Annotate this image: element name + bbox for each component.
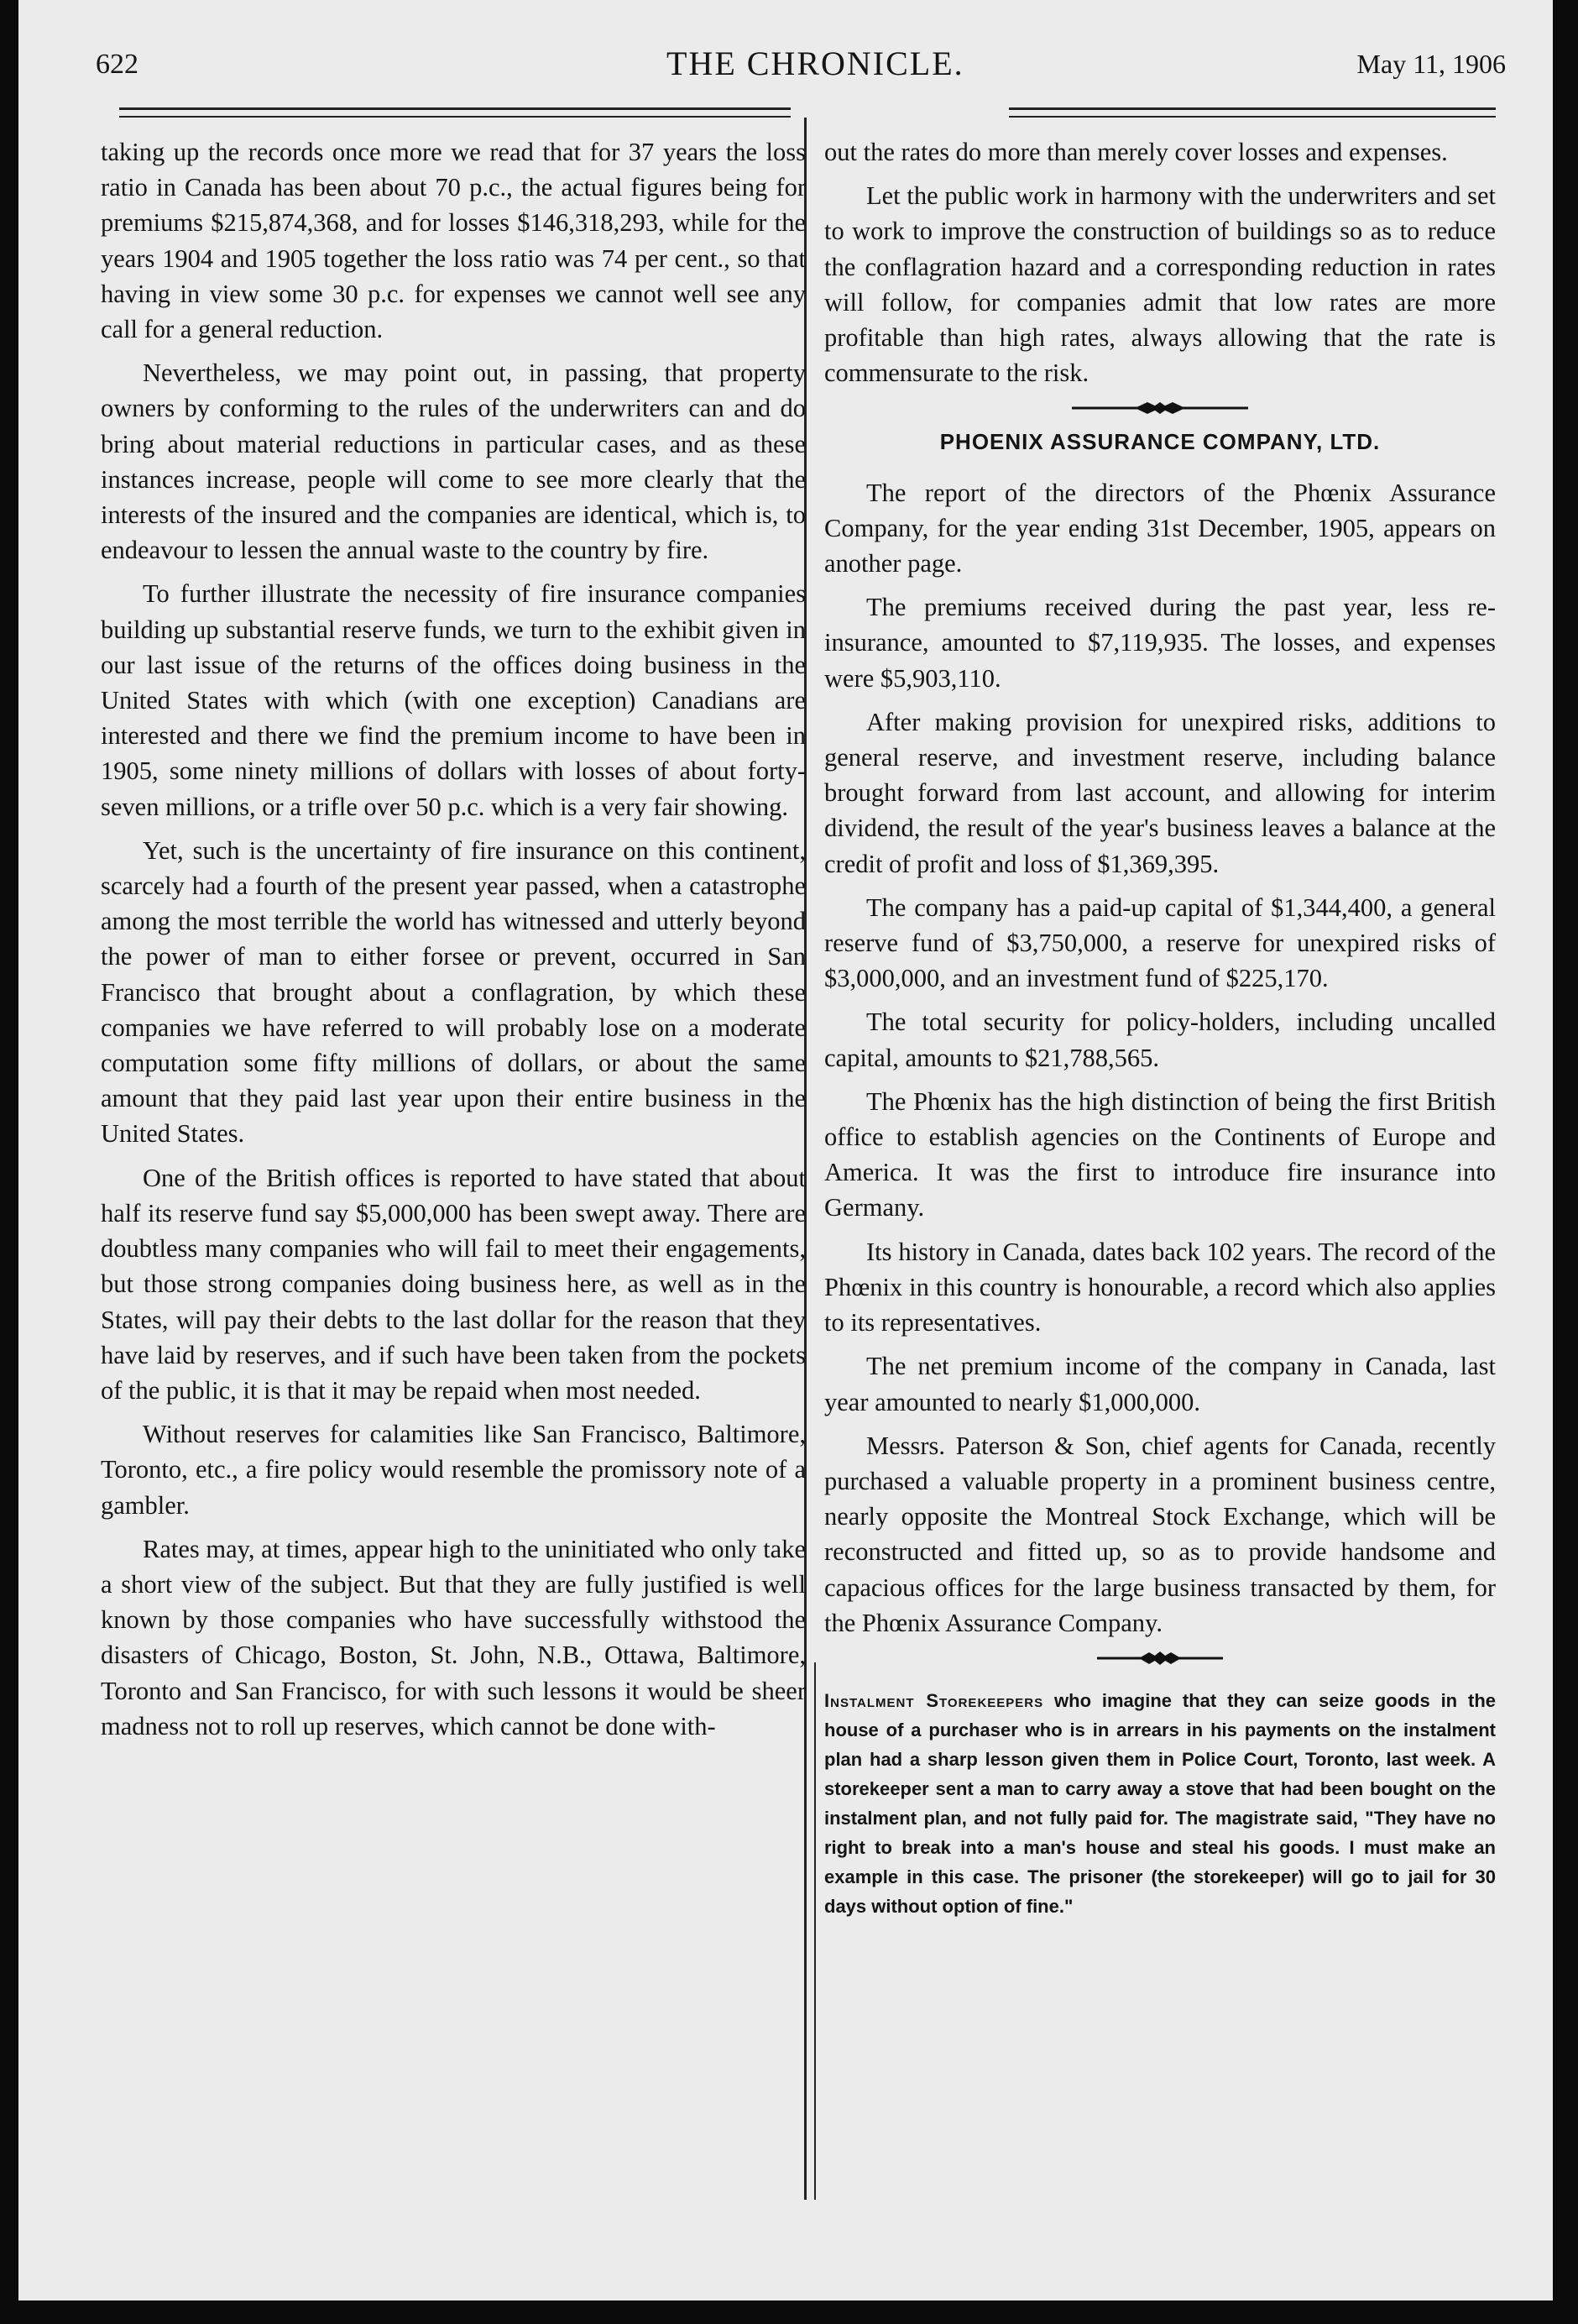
paragraph: The Phœnix has the high distinction of being the first British office to establish agencies on the Continents of Europe and America. It was the first to introduce fire insurance into Germany. bbox=[824, 1086, 1496, 1222]
header-rule-bottom-left bbox=[119, 116, 791, 118]
news-note bbox=[824, 1686, 1496, 1921]
right-column bbox=[824, 134, 1496, 1921]
paragraph: To further illustrate the necessity of fire insurance companies building up substantial reserve funds, we turn to the exhibit given in our last issue of the returns of the offices doing business in the United States with which (with one exception) Canadians are interested and there we find the premium income to have been in 1905, some ninety millions of dollars with losses of about forty-seven millions, or a trifle over 50 p.c. which is a very fair showing. bbox=[101, 579, 806, 821]
paragraph: Let the public work in harmony with the underwriters and set to work to improve the construction of buildings so as to reduce the conflagration hazard and a corresponding reduction in rates will follow, for companies admit that low rates are more profitable than high rates, always allowing that the rate is commensurate to the risk. bbox=[824, 181, 1496, 388]
paragraph: out the rates do more than merely cover losses and expenses. bbox=[824, 138, 1448, 166]
section-title: PHOENIX ASSURANCE COMPANY, LTD. bbox=[939, 429, 1381, 455]
left-column bbox=[101, 134, 806, 1752]
header-rule-top-right bbox=[1009, 107, 1496, 110]
paragraph: One of the British offices is reported to have stated that about half its reserve fund say $5,000,000 has been swept away. There are doubtless many companies who will fail to meet their engagements, but those strong companies doing business here, as well as in the States, will pay their debts to the last dollar for the reason that they have laid by reserves, and if such have been taken from the pockets of the public, it is that it may be repaid when most needed. bbox=[101, 1163, 806, 1405]
ornamental-divider bbox=[1093, 1649, 1227, 1667]
journal-title: THE CHRONICLE. bbox=[666, 44, 964, 82]
newspaper-page bbox=[18, 0, 1553, 2300]
page-header bbox=[96, 44, 1523, 99]
paragraph: Without reserves for calamities like San Francisco, Baltimore, Toronto, etc., a fire policy would resemble the promissory note of a gambler. bbox=[101, 1420, 806, 1520]
paragraph: Its history in Canada, dates back 102 years. The record of the Phœnix in this country is honourable, a record which also applies to its representatives. bbox=[824, 1237, 1496, 1337]
paragraph: The company has a paid-up capital of $1,344,400, a general reserve fund of $3,750,000, a reserve for unexpired risks of $3,000,000, and an investment fund of $225,170. bbox=[824, 892, 1496, 993]
header-rule-bottom-right bbox=[1009, 116, 1496, 118]
paragraph: taking up the records once more we read that for 37 years the loss ratio in Canada has been about 70 p.c., the actual figures being for premiums $215,874,368, and for losses $146,318,293, while for the years 1904 and 1905 together the loss ratio was 74 per cent., so that having in view some 30 p.c. for expenses we cannot well see any call for a general reduction. bbox=[101, 138, 806, 344]
paragraph: The premiums received during the past year, less re-insurance, amounted to $7,119,935. The losses, and expenses were $5,903,110. bbox=[824, 593, 1496, 693]
note-lead: Instalment Storekeepers bbox=[824, 1689, 1044, 1711]
paragraph: Messrs. Paterson & Son, chief agents for Canada, recently purchased a valuable property in a prominent business centre, nearly opposite the Montreal Stock Exchange, which will be reconstructed and fitted up, so as to provide handsome and capacious offices for the large business transacted by them, for the Phœnix Assurance Company. bbox=[824, 1431, 1496, 1637]
header-rule-top-left bbox=[119, 107, 791, 110]
paragraph: Rates may, at times, appear high to the uninitiated who only take a short view of the subject. But that they are fully justified is well known by those companies who have successfully withstood the disasters of Chicago, Boston, St. John, N.B., Ottawa, Baltimore, Toronto and San Francisco, for with such lessons it would be sheer madness not to roll up reserves, which cannot be done with- bbox=[101, 1534, 806, 1740]
paragraph: The report of the directors of the Phœnix Assurance Company, for the year ending 31st December, 1905, appears on another page. bbox=[824, 478, 1496, 578]
paragraph: After making provision for unexpired risks, additions to general reserve, and investment reserve, including balance brought forward from last account, and allowing for interim dividend, the result of the year's business leaves a balance at the credit of profit and loss of $1,369,395. bbox=[824, 707, 1496, 878]
ornamental-divider bbox=[1068, 399, 1252, 417]
note-body: who imagine that they can seize goods in the house of a purchaser who is in arrears in his payments on the instalment plan had a sharp lesson given them in Police Court, Toronto, last week. A storekeeper sent a man to carry away a stove that had been bought on the instalment plan, and not fully paid for. The magistrate said, "They have no right to break into a man's house and steal his goods. I must make an example in this case. The prisoner (the storekeeper) will go to jail for 30 days without option of fine." bbox=[824, 1689, 1496, 1917]
paragraph: Yet, such is the uncertainty of fire insurance on this continent, scarcely had a fourth of the present year passed, when a catastrophe among the most terrible the world has witnessed and utterly beyond the power of man to either forsee or prevent, occurred in San Francisco that brought about a conflagration, by which these companies we have referred to will probably lose on a moderate computation some fifty millions of dollars, or about the same amount that they paid last year upon their entire business in the United States. bbox=[101, 835, 806, 1149]
paragraph: Nevertheless, we may point out, in passing, that property owners by conforming to the rules of the underwriters can and do bring about material reductions in particular cases, and as these instances increase, people will come to see more clearly that the interests of the insured and the companies are identical, which is, to endeavour to lessen the annual waste to the country by fire. bbox=[101, 359, 806, 565]
page-number: 622 bbox=[96, 49, 138, 80]
column-rule-inner bbox=[814, 1662, 816, 2200]
issue-date: May 11, 1906 bbox=[1356, 49, 1506, 79]
paragraph: The total security for policy-holders, including uncalled capital, amounts to $21,788,565. bbox=[824, 1008, 1496, 1072]
paragraph: The net premium income of the company in Canada, last year amounted to nearly $1,000,000. bbox=[824, 1352, 1496, 1416]
